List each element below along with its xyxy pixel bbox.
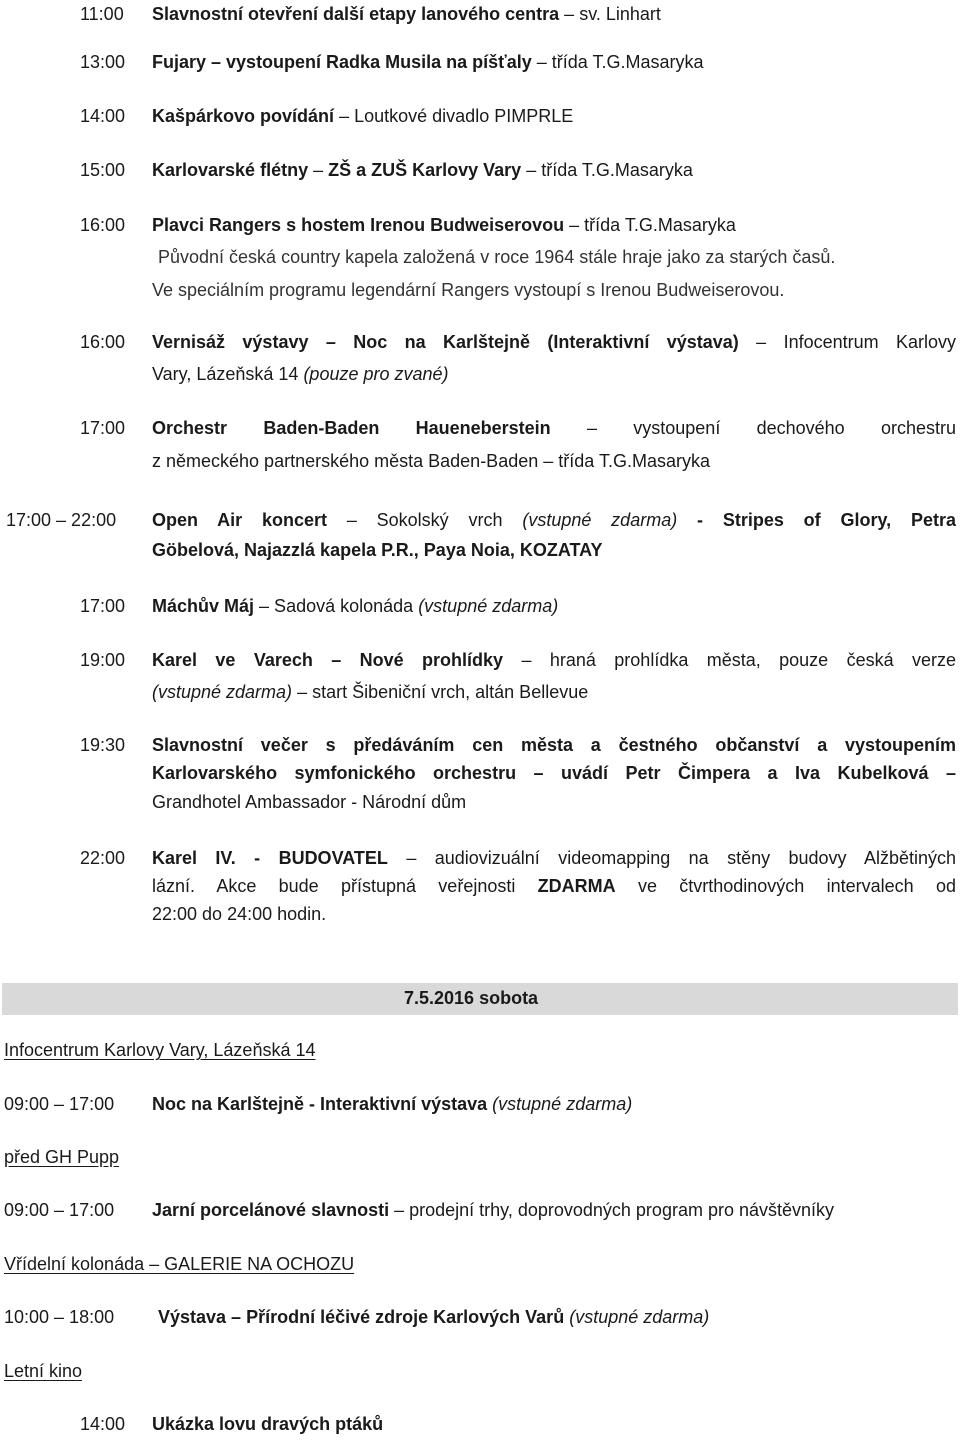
event-description: Původní česká country kapela založená v roce 1964 stále hraje jako za starých časů. bbox=[158, 247, 836, 267]
event-time: 11:00 bbox=[80, 4, 124, 24]
event-time: 14:00 bbox=[80, 106, 126, 126]
event-place: třída T.G.Masaryka bbox=[541, 160, 693, 180]
event-time: 22:00 bbox=[80, 848, 126, 868]
event-place: Vary, Lázeňská 14 bbox=[152, 364, 299, 384]
event-description: Ve speciálním programu legendární Rangers vystoupí s Irenou Budweiserovou. bbox=[152, 280, 785, 300]
event-time: 19:00 bbox=[80, 650, 126, 670]
event-time: 16:00 bbox=[80, 332, 126, 352]
event-place: Grandhotel Ambassador - Národní dům bbox=[152, 792, 467, 812]
event-place: třída T.G.Masaryka bbox=[551, 52, 704, 72]
event-time: 16:00 bbox=[80, 215, 126, 235]
event-title: Fujary – vystoupení Radka Musila na píšťaly bbox=[152, 52, 532, 72]
event-title: Vernisáž výstavy – Noc na Karlštejně (Interaktivní výstava) bbox=[152, 332, 739, 352]
event-place: třída T.G.Masaryka bbox=[584, 215, 736, 235]
event-title: Ukázka lovu dravých ptáků bbox=[152, 1414, 384, 1434]
event-time: 17:00 bbox=[80, 596, 126, 616]
event-time: 17:00 bbox=[80, 418, 126, 438]
event-title: Slavnostní otevření další etapy lanového centra bbox=[152, 4, 560, 24]
venue-heading: Infocentrum Karlovy Vary, Lázeňská 14 bbox=[4, 1040, 316, 1060]
venue-heading: Letní kino bbox=[4, 1361, 83, 1381]
venue-heading: Vřídelní kolonáda – GALERIE NA OCHOZU bbox=[4, 1254, 355, 1274]
event-time: 19:30 bbox=[80, 735, 126, 755]
event-place: z německého partnerského města Baden-Baden – třída T.G.Masaryka bbox=[152, 451, 710, 471]
event-time: 17:00 – 22:00 bbox=[6, 510, 117, 530]
event-title: Karel ve Varech – Nové prohlídky bbox=[152, 650, 504, 670]
event-time: 09:00 – 17:00 bbox=[4, 1200, 115, 1220]
event-title: Jarní porcelánové slavnosti bbox=[152, 1200, 390, 1220]
event-title: Noc na Karlštejně - Interaktivní výstava bbox=[152, 1094, 488, 1114]
event-time: 15:00 bbox=[80, 160, 126, 180]
event-time: 14:00 bbox=[80, 1414, 126, 1434]
event-place: Infocentrum Karlovy bbox=[783, 332, 956, 352]
event-title: Orchestr Baden-Baden Haueneberstein bbox=[152, 418, 551, 438]
event-time: 13:00 bbox=[80, 52, 126, 72]
event-title: Kašpárkovo povídání bbox=[152, 106, 335, 126]
event-title: Máchův Máj bbox=[152, 596, 255, 616]
event-note: (pouze pro zvané) bbox=[303, 364, 449, 384]
event-time: 09:00 – 17:00 bbox=[4, 1094, 115, 1114]
event-place: sv. Linhart bbox=[579, 4, 661, 24]
event-place: Loutkové divadlo PIMPRLE bbox=[354, 106, 574, 126]
venue-heading: před GH Pupp bbox=[4, 1147, 120, 1167]
event-title: Open Air koncert bbox=[152, 510, 327, 530]
event-title: Karlovarské flétny bbox=[152, 160, 309, 180]
event-title: Plavci Rangers s hostem Irenou Budweiserovou bbox=[152, 215, 565, 235]
event-time: 10:00 – 18:00 bbox=[4, 1307, 115, 1327]
event-title: Slavnostní večer s předáváním cen města a čestného občanství a vystoupením bbox=[152, 735, 956, 755]
event-title: Výstava – Přírodní léčivé zdroje Karlových Varů bbox=[158, 1307, 565, 1327]
event-title: Karel IV. - BUDOVATEL bbox=[152, 848, 388, 868]
date-heading: 7.5.2016 sobota bbox=[404, 988, 539, 1008]
